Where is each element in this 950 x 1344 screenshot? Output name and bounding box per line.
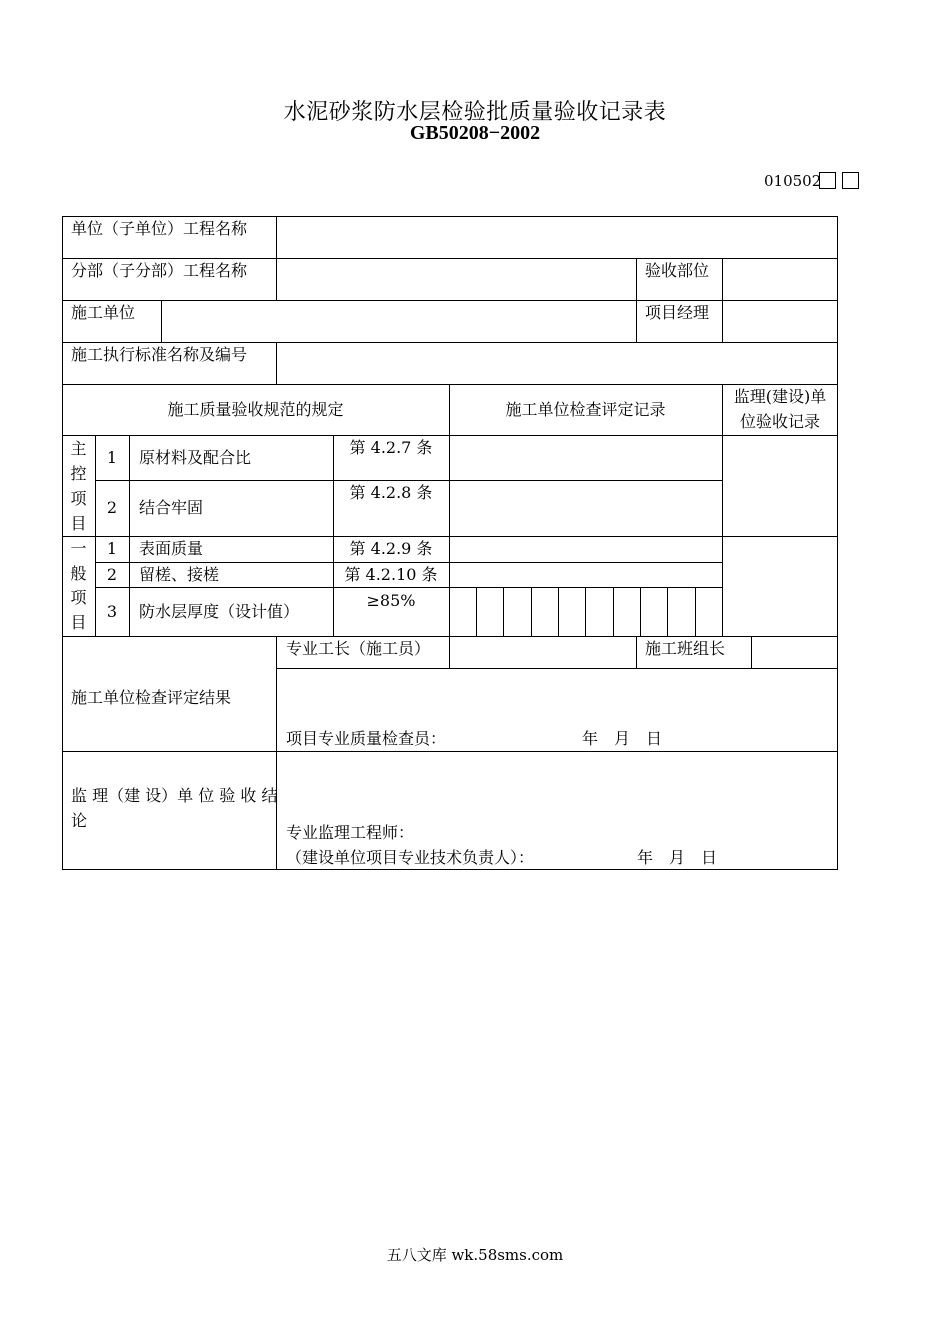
main-item-name: 原材料及配合比 [139,448,252,467]
owner-tech-label: （建设单位项目专业技术负责人）： [286,848,535,867]
general-items-label-char: 项 [70,588,87,607]
general-item-clause: ≥85% [366,591,416,610]
conclusion-date: 年 月 日 [637,848,718,867]
spec-column-header: 施工质量验收规范的规定 [167,400,344,419]
main-items-label-char: 控 [70,464,87,483]
general-item-name: 防水层厚度（设计值） [139,602,300,621]
conclusion-label-line2: 论 [71,811,88,830]
conclusion-label-line1: 监 理（建 设）单 位 验 收 结 [71,786,278,805]
footer-watermark: 五八文库 wk.58sms.com [386,1246,564,1264]
form-code: 010502 [764,172,822,190]
main-item-no: 2 [106,498,118,517]
general-item-no: 1 [106,539,118,558]
code-box-1[interactable] [819,172,836,189]
form-title: 水泥砂浆防水层检验批质量验收记录表 [283,100,667,125]
unit-project-name-label: 单位（子单位）工程名称 [71,219,248,238]
main-item-clause: 第 4.2.8 条 [349,483,433,502]
general-items-label-char: 一 [70,539,87,558]
main-items-label-char: 项 [70,489,87,508]
main-items-label-char: 目 [70,514,87,533]
general-items-label-char: 目 [70,613,87,632]
acceptance-part-label: 验收部位 [645,261,710,280]
exec-standard-label: 施工执行标准名称及编号 [71,345,248,364]
general-item-clause: 第 4.2.10 条 [344,565,438,584]
code-box-2[interactable] [842,172,859,189]
general-items-label-char: 般 [70,564,87,583]
main-items-label-char: 主 [70,439,87,458]
quality-inspector-label: 项目专业质量检查员： [286,729,447,748]
general-item-no: 2 [106,565,118,584]
general-item-clause: 第 4.2.9 条 [349,539,433,558]
standard-code: GB50208−2002 [409,122,541,144]
general-item-name: 留槎、接槎 [139,565,220,584]
team-leader-label: 施工班组长 [645,639,726,658]
sub-project-name-label: 分部（子分部）工程名称 [71,261,248,280]
general-item-name: 表面质量 [139,539,204,558]
general-item-no: 3 [106,602,118,621]
inspector-date: 年 月 日 [582,729,663,748]
check-result-label: 施工单位检查评定结果 [71,688,232,707]
supervision-engineer-label: 专业监理工程师： [286,823,415,842]
project-manager-label: 项目经理 [645,303,710,322]
main-item-no: 1 [106,448,118,467]
check-record-column-header: 施工单位检查评定记录 [505,400,666,419]
main-item-name: 结合牢固 [139,498,204,517]
inspection-table [62,216,838,870]
supervision-record-header-line2: 位验收记录 [739,412,820,431]
supervision-record-header-line1: 监理(建设)单 [733,387,827,406]
construction-unit-label: 施工单位 [71,303,136,322]
main-item-clause: 第 4.2.7 条 [349,438,433,457]
foreman-label: 专业工长（施工员） [286,639,431,658]
